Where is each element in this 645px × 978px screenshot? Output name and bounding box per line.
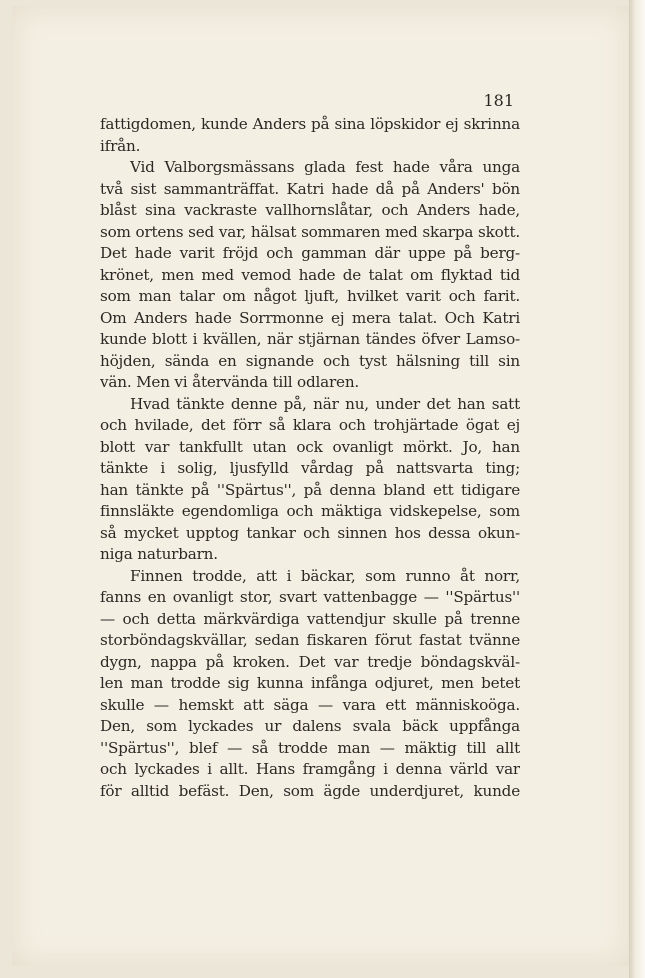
paper-sheet <box>12 6 630 966</box>
text-line: Det hade varit fröjd och gamman där uppe på berg- <box>100 244 520 262</box>
text-line: Vid Valborgsmässans glada fest hade våra unga <box>130 158 520 176</box>
text-line: len man trodde sig kunna infånga odjuret, men betet <box>100 674 520 692</box>
text-line: storböndagskvällar, sedan fiskaren förut fastat tvänne <box>100 631 520 649</box>
text-line: som man talar om något ljuft, hvilket varit och farit. <box>100 287 520 305</box>
text-line: Hvad tänkte denne på, när nu, under det han satt <box>130 394 520 413</box>
text-line: ifrån. <box>100 136 141 155</box>
body-text <box>100 114 520 802</box>
text-line: blåst sina vackraste vallhornslåtar, och Anders hade, <box>100 201 520 219</box>
text-line: tänkte i solig, ljusfylld vårdag på nattsvarta ting; <box>100 459 520 477</box>
text-line: Finnen trodde, att i bäckar, som runno åt norr, <box>130 566 520 585</box>
text-line: ''Spärtus'', blef — så trodde man — mäktig till allt <box>100 738 520 757</box>
text-line: dygn, nappa på kroken. Det var tredje böndagskväl- <box>100 652 520 671</box>
text-line: och lyckades i allt. Hans framgång i denna värld var <box>100 760 520 778</box>
text-line: finnsläkte egendomliga och mäktiga vidskepelse, som <box>100 502 520 520</box>
text-line: för alltid befäst. Den, som ägde underdjuret, kunde <box>100 781 520 800</box>
text-line: kunde blott i kvällen, när stjärnan tändes öfver Lamso- <box>100 330 520 348</box>
text-line: Den, som lyckades ur dalens svala bäck uppfånga <box>100 717 520 735</box>
text-line: fattigdomen, kunde Anders på sina löpskidor ej skrinna <box>100 115 520 133</box>
text-line: niga naturbarn. <box>100 545 218 563</box>
text-line: två sist sammanträffat. Katri hade då på Anders' bön <box>100 179 520 198</box>
page-edge-shadow <box>629 0 645 978</box>
text-line: Om Anders hade Sorrmonne ej mera talat. Och Katri <box>100 308 520 327</box>
text-line: fanns en ovanligt stor, svart vattenbagge — ''Spärtus'' <box>100 588 520 606</box>
page-number: 181 <box>483 91 514 110</box>
text-line: vän. Men vi återvända till odlaren. <box>100 373 360 391</box>
text-line: — och detta märkvärdiga vattendjur skulle på trenne <box>100 609 520 628</box>
text-line: så mycket upptog tankar och sinnen hos dessa okun- <box>100 523 520 542</box>
text-line: höjden, sända en signande och tyst hälsning till sin <box>100 351 520 370</box>
text-line: krönet, men med vemod hade de talat om flyktad tid <box>100 265 520 284</box>
text-line: som ortens sed var, hälsat sommaren med skarpa skott. <box>100 222 520 241</box>
text-line: han tänkte på ''Spärtus'', på denna bland ett tidigare <box>100 480 520 499</box>
text-line: skulle — hemskt att säga — vara ett människoöga. <box>100 695 520 714</box>
text-line: blott var tankfullt utan ock ovanligt mörkt. Jo, han <box>100 437 520 456</box>
text-line: och hvilade, det förr så klara och trohjärtade ögat ej <box>100 416 520 434</box>
